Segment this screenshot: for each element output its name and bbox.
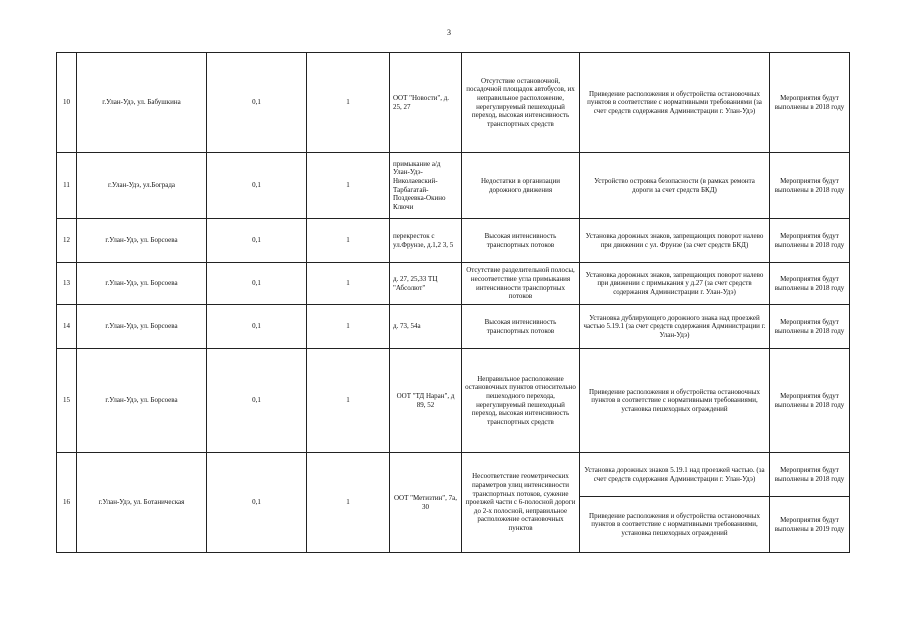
row-number: 12: [57, 219, 77, 263]
row-number: 16: [57, 453, 77, 553]
measure-cell: Приведение расположения и обустройства остановочных пунктов в соответствие с нормативными требованиями, установка пешеходных ограждений: [580, 349, 770, 453]
page-number: 3: [447, 28, 451, 37]
measure-cell: Приведение расположения и обустройства остановочных пунктов в соответствие с нормативными требованиями (за счет средств содержания Администрации г. Улан-Удэ): [580, 53, 770, 153]
object-cell: ООТ "Новости", д. 25, 27: [390, 53, 462, 153]
term-cell: Мероприятия будут выполнены в 2018 году: [770, 53, 850, 153]
count-cell: 1: [307, 305, 390, 349]
measure-cell: Установка дорожных знаков 5.19.1 над проезжей частью. (за счет средств содержания Администрации г. Улан-Удэ): [580, 453, 770, 497]
object-cell: ООТ "ТД Наран", д 89, 52: [390, 349, 462, 453]
length-cell: 0,1: [207, 219, 307, 263]
object-cell: д. 73, 54а: [390, 305, 462, 349]
address-cell: г.Улан-Удэ, ул.Бограда: [77, 153, 207, 219]
count-cell: 1: [307, 349, 390, 453]
measure-cell: Установка дублирующего дорожного знака над проезжей частью 5.19.1 (за счет средств содержания Администрации г. Улан-Удэ): [580, 305, 770, 349]
object-cell: д. 27, 25,33 ТЦ "Абсолют": [390, 263, 462, 305]
row-number: 10: [57, 53, 77, 153]
length-cell: 0,1: [207, 53, 307, 153]
table-row: [57, 153, 850, 219]
object-cell: перекресток с ул.Фрунзе, д.1,2 3, 5: [390, 219, 462, 263]
table-row: [57, 263, 850, 305]
length-cell: 0,1: [207, 153, 307, 219]
length-cell: 0,1: [207, 263, 307, 305]
measure-cell: Установка дорожных знаков, запрещающих поворот налево при движении с ул. Фрунзе (за счет средств БКД): [580, 219, 770, 263]
count-cell: 1: [307, 153, 390, 219]
address-cell: г.Улан-Удэ, ул. Борсоева: [77, 305, 207, 349]
length-cell: 0,1: [207, 305, 307, 349]
row-number: 11: [57, 153, 77, 219]
length-cell: 0,1: [207, 349, 307, 453]
reason-cell: Отсутствие разделительной полосы, несоответствие угла примыкания интенсивности транспортных потоков: [462, 263, 580, 305]
measures-table: [56, 52, 850, 553]
address-cell: г.Улан-Удэ, ул. Ботаническая: [77, 453, 207, 553]
row-number: 14: [57, 305, 77, 349]
term-cell: Мероприятия будут выполнены в 2018 году: [770, 219, 850, 263]
term-cell: Мероприятия будут выполнены в 2019 году: [770, 497, 850, 553]
address-cell: г.Улан-Удэ, ул. Борсоева: [77, 219, 207, 263]
reason-cell: Отсутствие остановочной, посадочной площадок автобусов, их неправильное расположение, нерегулируемый пешеходный переход, высокая интенсивность транспортных средств: [462, 53, 580, 153]
term-cell: Мероприятия будут выполнены в 2018 году: [770, 153, 850, 219]
row-number: 15: [57, 349, 77, 453]
length-cell: 0,1: [207, 453, 307, 553]
table-row: [57, 349, 850, 453]
measure-cell: Установка дорожных знаков, запрещающих поворот налево при движении с примыкания у д.27 (за счет средств содержания Администрации г. Улан-Удэ): [580, 263, 770, 305]
term-cell: Мероприятия будут выполнены в 2018 году: [770, 305, 850, 349]
count-cell: 1: [307, 53, 390, 153]
table-row: [57, 219, 850, 263]
reason-cell: Высокая интенсивность транспортных потоков: [462, 305, 580, 349]
reason-cell: Неправильное расположение остановочных пунктов относительно пешеходного перехода, нерегулируемый пешеходный переход, высокая интенсивность транспортных средств: [462, 349, 580, 453]
table-row: [57, 53, 850, 153]
address-cell: г.Улан-Удэ, ул. Борсоева: [77, 349, 207, 453]
reason-cell: Несоответствие геометрических параметров улиц интенсивности транспортных потоков, сужение проезжей части с 6-полосной дороги до 2-х полосной, неправильное расположение остановочных пунктов: [462, 453, 580, 553]
measure-cell: Приведение расположения и обустройства остановочных пунктов в соответствие с нормативными требованиями, установка пешеходных ограждений: [580, 497, 770, 553]
term-cell: Мероприятия будут выполнены в 2018 году: [770, 349, 850, 453]
reason-cell: Недостатки в организации дорожного движения: [462, 153, 580, 219]
count-cell: 1: [307, 453, 390, 553]
address-cell: г.Улан-Удэ, ул. Бабушкина: [77, 53, 207, 153]
row-number: 13: [57, 263, 77, 305]
reason-cell: Высокая интенсивность транспортных потоков: [462, 219, 580, 263]
term-cell: Мероприятия будут выполнены в 2018 году: [770, 453, 850, 497]
count-cell: 1: [307, 263, 390, 305]
object-cell: ООТ "Метизтин", 7а, 30: [390, 453, 462, 553]
count-cell: 1: [307, 219, 390, 263]
table-row: [57, 453, 850, 497]
measure-cell: Устройство островка безопасности (в рамках ремонта дороги за счет средств БКД): [580, 153, 770, 219]
table-row: [57, 305, 850, 349]
object-cell: примыкание а/д Улан-Удэ-Николаевский-Тарбагатай-Поздеевка-Окино Ключи: [390, 153, 462, 219]
term-cell: Мероприятия будут выполнены в 2018 году: [770, 263, 850, 305]
address-cell: г.Улан-Удэ, ул. Борсоева: [77, 263, 207, 305]
